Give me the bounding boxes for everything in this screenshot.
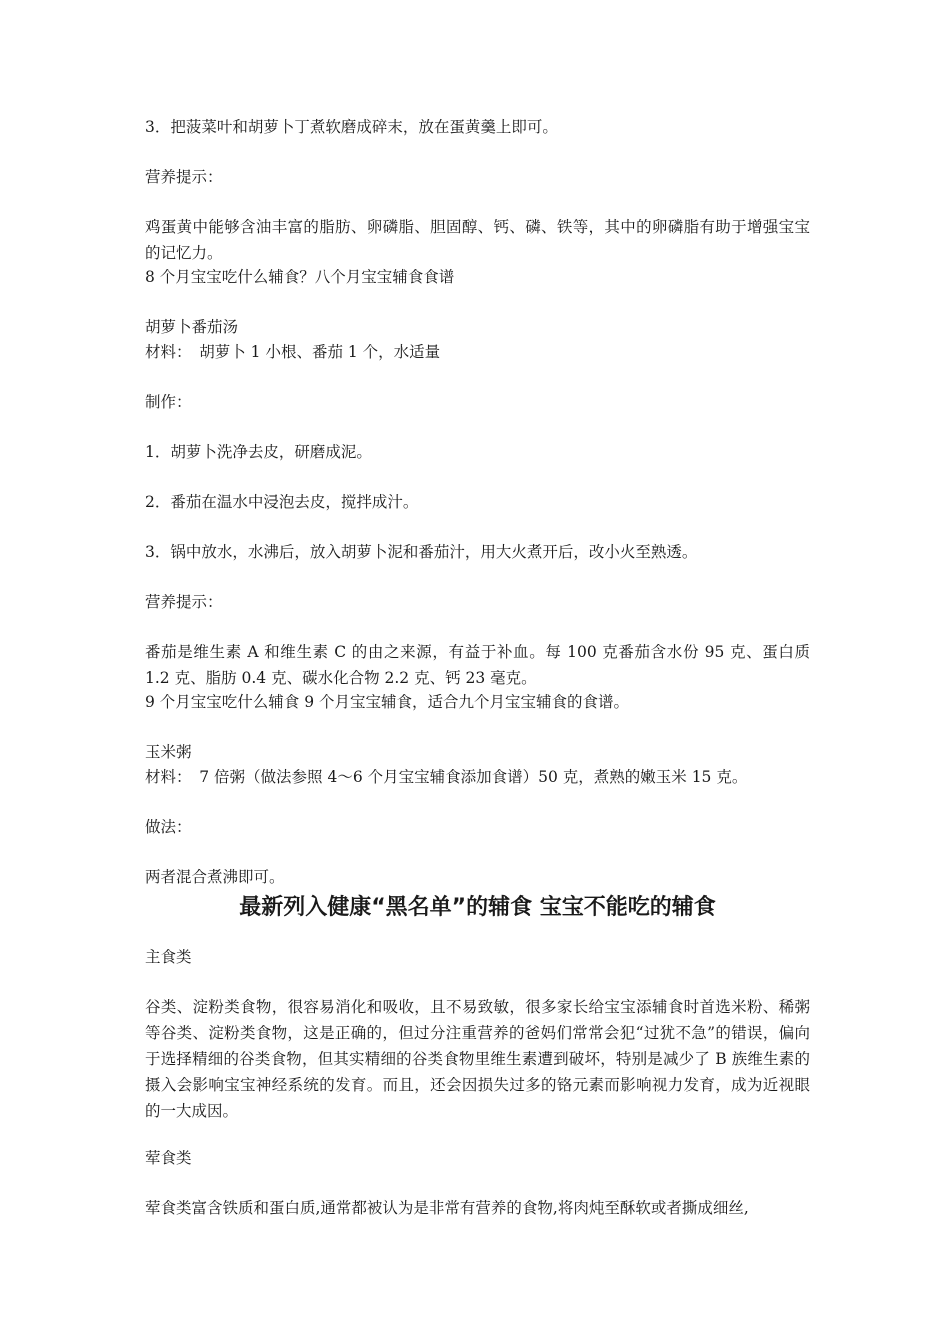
staple-food-label: 主食类	[145, 948, 192, 966]
nutrition-tip-label-2: 营养提示：	[145, 593, 223, 611]
step-2: 2．番茄在温水中浸泡去皮，搅拌成汁。	[145, 493, 419, 511]
method-label-2: 做法：	[145, 818, 192, 836]
meat-paragraph: 荤食类富含铁质和蛋白质,通常都被认为是非常有营养的食物,将肉炖至酥软或者撕成细丝,	[145, 1199, 749, 1217]
method-label: 制作：	[145, 393, 192, 411]
month-9-title: 9 个月宝宝吃什么辅食 9 个月宝宝辅食，适合九个月宝宝辅食的食谱。	[145, 693, 630, 711]
recipe-carrot-tomato-soup: 胡萝卜番茄汤	[145, 318, 239, 336]
egg-yolk-paragraph: 鸡蛋黄中能够含油丰富的脂肪、卵磷脂、胆固醇、钙、磷、铁等，其中的卵磷脂有助于增强宝宝的记忆力。	[145, 218, 810, 262]
materials-corn-porridge: 材料： 7 倍粥（做法参照 4～6 个月宝宝辅食添加食谱）50 克，煮熟的嫩玉米 15 克。	[145, 768, 748, 786]
step-3-spinach: 3．把菠菜叶和胡萝卜丁煮软磨成碎末，放在蛋黄羹上即可。	[145, 118, 558, 136]
month-8-title: 8 个月宝宝吃什么辅食？八个月宝宝辅食食谱	[145, 268, 455, 286]
nutrition-tip-label: 营养提示：	[145, 168, 223, 186]
recipe-corn-porridge: 玉米粥	[145, 743, 192, 761]
grains-paragraph: 谷类、淀粉类食物，很容易消化和吸收，且不易致敏，很多家长给宝宝添辅食时首选米粉、稀粥等谷类、淀粉类食物，这是正确的，但过分注重营养的爸妈们常常会犯“过犹不急”的错误，偏向于选择精细的谷类食物，但其实精细的谷类食物里维生素遭到破坏，特别是减少了 B 族维生素的摄入会影响宝宝神经系统的发育。而且，还会因损失过多的铬元素而影响视力发育，成为近视眼的一大成因。	[145, 998, 810, 1120]
step-3: 3．锅中放水，水沸后，放入胡萝卜泥和番茄汁，用大火煮开后，改小火至熟透。	[145, 543, 698, 561]
section-heading: 最新列入健康“黑名单”的辅食 宝宝不能吃的辅食	[239, 895, 716, 920]
mix-instruction: 两者混合煮沸即可。	[145, 868, 285, 886]
materials-carrot-tomato: 材料： 胡萝卜 1 小根、番茄 1 个，水适量	[145, 343, 441, 361]
tomato-paragraph: 番茄是维生素 A 和维生素 C 的由之来源，有益于补血。每 100 克番茄含水份 95 克、蛋白质 1.2 克、脂肪 0.4 克、碳水化合物 2.2 克、钙 23 毫克。	[145, 643, 810, 687]
step-1: 1．胡萝卜洗净去皮，研磨成泥。	[145, 443, 372, 461]
meat-food-label: 荤食类	[145, 1149, 192, 1167]
